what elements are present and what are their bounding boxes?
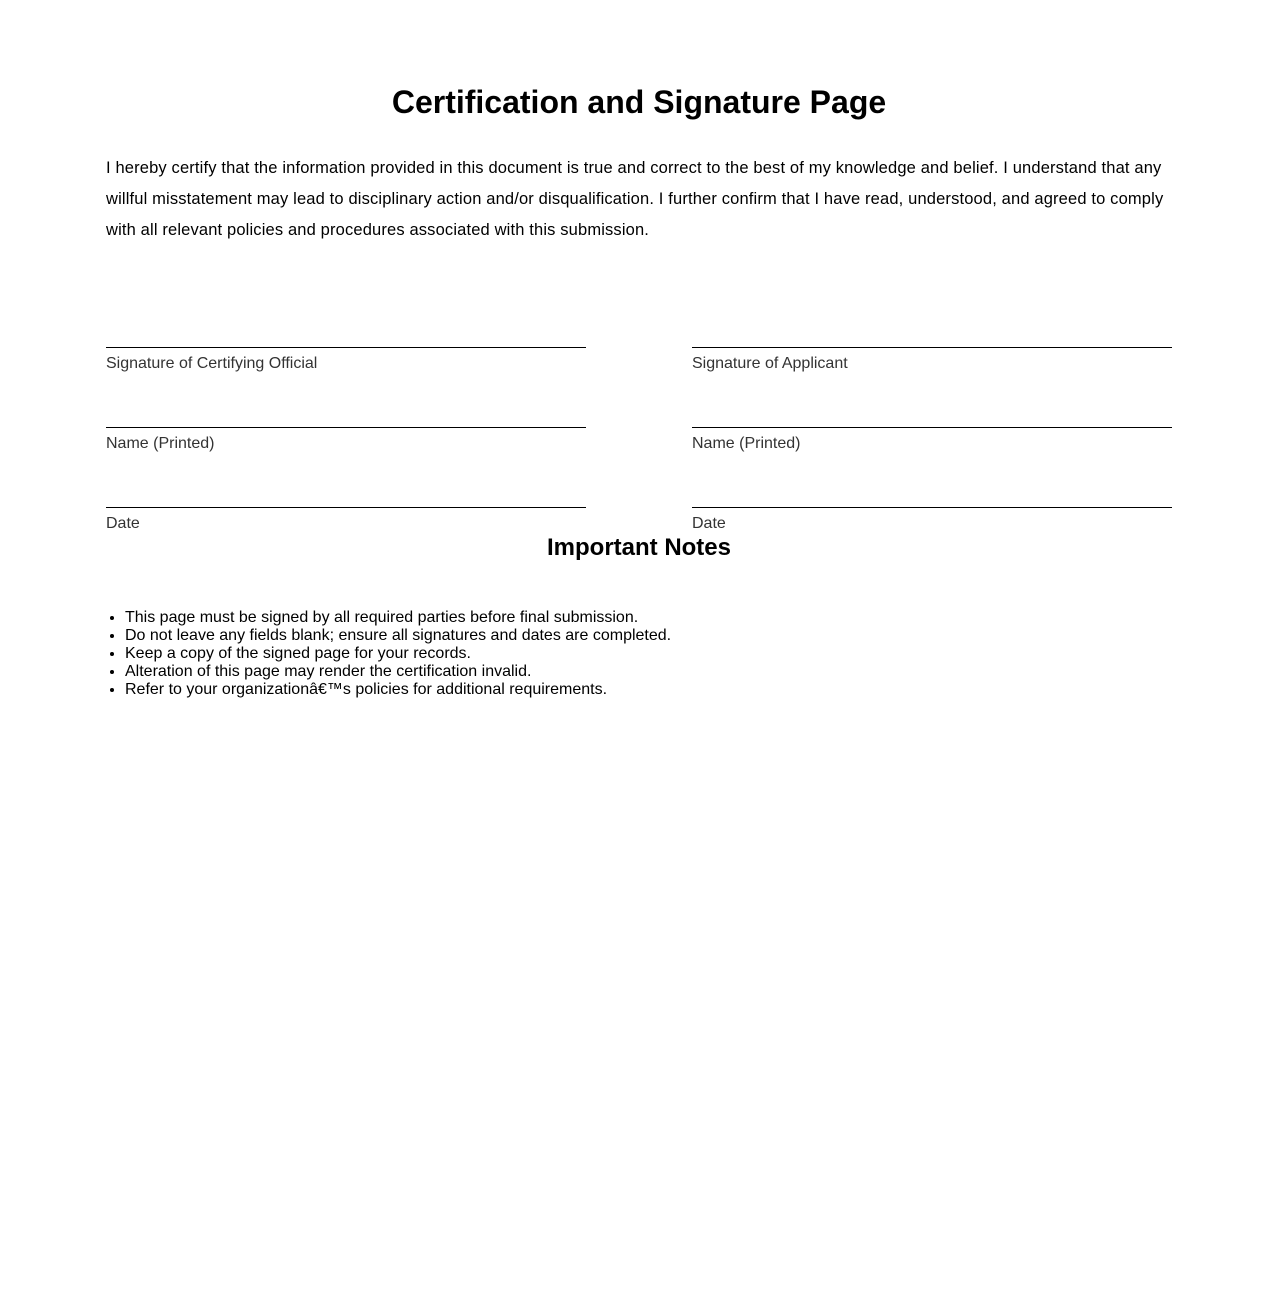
- applicant-signature-field[interactable]: [692, 347, 1172, 373]
- notes-heading: Important Notes: [546, 534, 731, 561]
- certifying-official-signature-label: Signature of Certifying Official: [106, 355, 318, 372]
- list-item: • Refer to your organizationâ€™s policies for additional requirements.: [125, 681, 671, 699]
- page-title: Certification and Signature Page: [391, 84, 887, 120]
- list-item: • Do not leave any fields blank; ensure all signatures and dates are completed.: [125, 627, 671, 645]
- certifying-official-date-label: Date: [106, 515, 140, 532]
- list-item: • Alteration of this page may render the certification invalid.: [125, 663, 671, 681]
- signature-line: [692, 347, 1172, 348]
- signature-line: [106, 507, 586, 508]
- list-item: • This page must be signed by all required parties before final submission.: [125, 609, 671, 627]
- notes-list: [106, 609, 671, 699]
- applicant-name-field[interactable]: [692, 427, 1172, 453]
- applicant-signature-label: Signature of Applicant: [692, 355, 848, 372]
- signature-line: [692, 427, 1172, 428]
- applicant-date-field[interactable]: [692, 507, 1172, 533]
- certifying-official-signature-field[interactable]: [106, 347, 586, 373]
- list-item: • Keep a copy of the signed page for your records.: [125, 645, 671, 663]
- signature-line: [106, 427, 586, 428]
- applicant-name-label: Name (Printed): [692, 435, 801, 452]
- signature-line: [106, 347, 586, 348]
- certifying-official-name-label: Name (Printed): [106, 435, 215, 452]
- certifying-official-date-field[interactable]: [106, 507, 586, 533]
- certification-statement: I hereby certify that the information provided in this document is true and correct to the best of my knowledge and belief. I understand that any willful misstatement may lead to disciplinary action and/or disqualification. I further confirm that I have read, understood, and agreed to comply with all relevant policies and procedures associated with this submission.: [106, 159, 1164, 239]
- signature-line: [692, 507, 1172, 508]
- applicant-date-label: Date: [692, 515, 726, 532]
- certifying-official-name-field[interactable]: [106, 427, 586, 453]
